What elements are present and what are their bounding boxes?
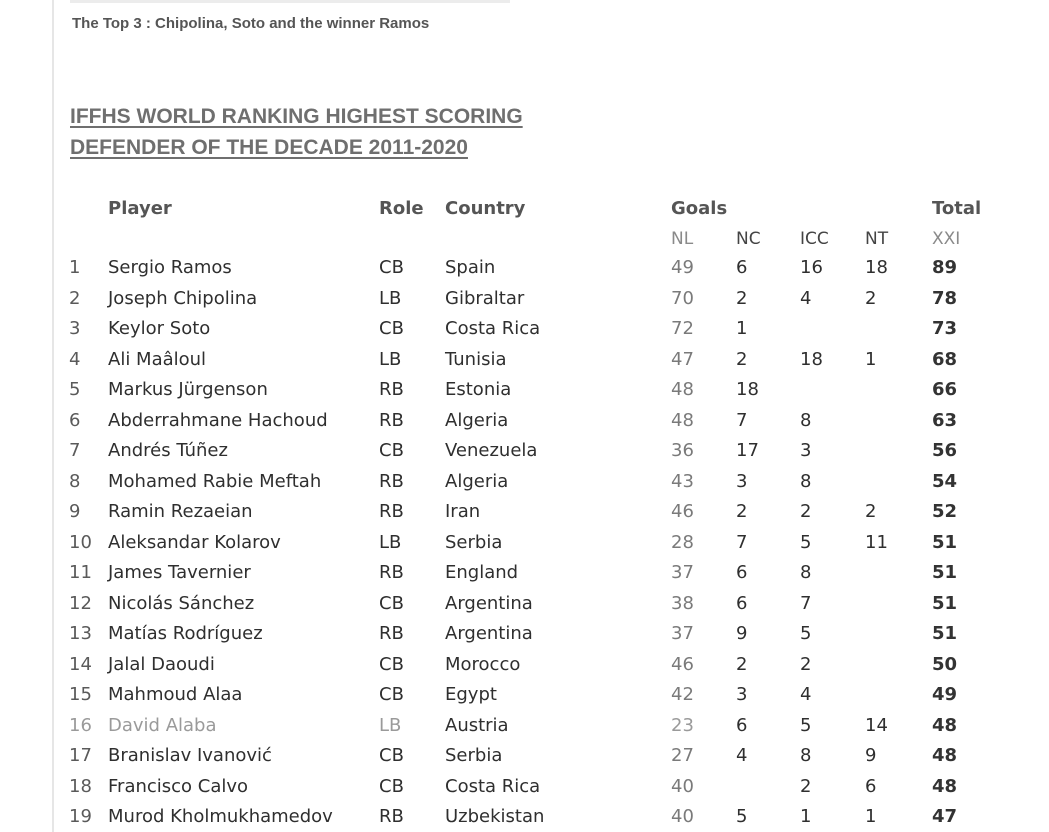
cell-nl: 40 (671, 806, 694, 827)
cell-nt: 2 (865, 288, 877, 309)
table-row (0, 680, 1049, 710)
cell-role: LB (379, 288, 402, 309)
cell-role: CB (379, 593, 404, 614)
cell-country: Venezuela (445, 440, 538, 461)
cell-icc: 2 (800, 501, 812, 522)
cell-role: CB (379, 654, 404, 675)
cell-country: Algeria (445, 471, 509, 492)
cell-nl: 48 (671, 379, 694, 400)
table-row (0, 314, 1049, 344)
cell-total: 52 (932, 501, 958, 522)
cell-total: 51 (932, 562, 958, 583)
cell-country: Costa Rica (445, 776, 541, 797)
cell-rank: 6 (69, 410, 81, 431)
cell-rank: 10 (69, 532, 92, 553)
cell-total: 54 (932, 471, 958, 492)
cell-country: Spain (445, 257, 496, 278)
cell-nt: 6 (865, 776, 877, 797)
table-row (0, 467, 1049, 497)
cell-player: Mahmoud Alaa (108, 684, 243, 705)
cell-nc: 1 (736, 318, 748, 339)
cell-country: Serbia (445, 532, 503, 553)
header-country: Country (445, 198, 526, 219)
cell-player: Branislav Ivanović (108, 745, 272, 766)
cell-rank: 5 (69, 379, 81, 400)
cell-player: Keylor Soto (108, 318, 211, 339)
cell-nc: 6 (736, 593, 748, 614)
table-row (0, 375, 1049, 405)
cell-nl: 40 (671, 776, 694, 797)
cell-nt: 9 (865, 745, 877, 766)
cell-rank: 16 (69, 715, 92, 736)
cell-country: Morocco (445, 654, 521, 675)
cell-country: Iran (445, 501, 481, 522)
cell-nl: 37 (671, 562, 694, 583)
cell-total: 78 (932, 288, 958, 309)
cell-role: CB (379, 257, 404, 278)
cell-country: Serbia (445, 745, 503, 766)
cell-rank: 14 (69, 654, 92, 675)
cell-role: CB (379, 776, 404, 797)
cell-nc: 4 (736, 745, 748, 766)
cell-nc: 6 (736, 562, 748, 583)
cell-nt: 18 (865, 257, 888, 278)
image-caption: The Top 3 : Chipolina, Soto and the winner Ramos (72, 15, 430, 32)
cell-total: 50 (932, 654, 958, 675)
cell-nl: 27 (671, 745, 694, 766)
cell-nc: 5 (736, 806, 748, 827)
cell-nt: 14 (865, 715, 888, 736)
cell-rank: 4 (69, 349, 81, 370)
table-row (0, 619, 1049, 649)
table-row (0, 650, 1049, 680)
cell-nt: 11 (865, 532, 888, 553)
cropped-image-edge (70, 0, 510, 3)
table-row (0, 406, 1049, 436)
ranking-heading-line-1: IFFHS WORLD RANKING HIGHEST SCORING (70, 105, 523, 128)
cell-rank: 13 (69, 623, 92, 644)
cell-nt: 2 (865, 501, 877, 522)
cell-total: 48 (932, 745, 958, 766)
cell-player: Nicolás Sánchez (108, 593, 255, 614)
cell-total: 47 (932, 806, 958, 827)
subheader-icc: ICC (800, 229, 829, 249)
cell-rank: 17 (69, 745, 92, 766)
cell-icc: 2 (800, 654, 812, 675)
cell-player: Aleksandar Kolarov (108, 532, 281, 553)
subheader-nc: NC (736, 229, 761, 249)
cell-country: Estonia (445, 379, 512, 400)
cell-role: RB (379, 379, 404, 400)
cell-nl: 48 (671, 410, 694, 431)
cell-nl: 49 (671, 257, 694, 278)
cell-role: CB (379, 440, 404, 461)
cell-nc: 17 (736, 440, 759, 461)
cell-nl: 46 (671, 654, 694, 675)
cell-role: RB (379, 410, 404, 431)
cell-player: Francisco Calvo (108, 776, 249, 797)
cell-total: 51 (932, 532, 958, 553)
cell-rank: 12 (69, 593, 92, 614)
table-row (0, 558, 1049, 588)
cell-rank: 1 (69, 257, 81, 278)
cell-icc: 8 (800, 410, 812, 431)
header-goals: Goals (671, 198, 728, 219)
cell-nc: 7 (736, 532, 748, 553)
cell-role: RB (379, 623, 404, 644)
cell-player: Matías Rodríguez (108, 623, 263, 644)
cell-nl: 72 (671, 318, 694, 339)
cell-role: CB (379, 318, 404, 339)
table-row (0, 711, 1049, 741)
cell-rank: 11 (69, 562, 92, 583)
cell-nc: 2 (736, 654, 748, 675)
cell-player: Ramin Rezaeian (108, 501, 253, 522)
cell-rank: 9 (69, 501, 81, 522)
cell-icc: 4 (800, 288, 812, 309)
cell-country: Gibraltar (445, 288, 525, 309)
cell-player: Sergio Ramos (108, 257, 232, 278)
cell-country: Argentina (445, 623, 533, 644)
cell-player: Joseph Chipolina (108, 288, 258, 309)
ranking-heading-line-2: DEFENDER OF THE DECADE 2011-2020 (70, 136, 468, 159)
ranking-heading (70, 101, 523, 163)
cell-player: David Alaba (108, 715, 217, 736)
header-player: Player (108, 198, 172, 219)
table-row (0, 741, 1049, 771)
cell-country: Costa Rica (445, 318, 541, 339)
cell-country: Tunisia (445, 349, 507, 370)
cell-total: 89 (932, 257, 958, 278)
cell-nc: 6 (736, 257, 748, 278)
table-row (0, 772, 1049, 802)
cell-nl: 23 (671, 715, 694, 736)
cell-country: Egypt (445, 684, 497, 705)
table-row (0, 528, 1049, 558)
cell-nl: 42 (671, 684, 694, 705)
cell-nl: 38 (671, 593, 694, 614)
cell-player: Murod Kholmukhamedov (108, 806, 333, 827)
cell-player: Ali Maâloul (108, 349, 207, 370)
cell-nl: 28 (671, 532, 694, 553)
cell-player: Markus Jürgenson (108, 379, 268, 400)
cell-nc: 7 (736, 410, 748, 431)
cell-role: CB (379, 684, 404, 705)
cell-player: James Tavernier (108, 562, 251, 583)
cell-icc: 8 (800, 745, 812, 766)
table-row (0, 802, 1049, 832)
cell-role: RB (379, 806, 404, 827)
cell-role: CB (379, 745, 404, 766)
cell-total: 51 (932, 623, 958, 644)
cell-country: Austria (445, 715, 509, 736)
cell-rank: 8 (69, 471, 81, 492)
cell-nc: 3 (736, 471, 748, 492)
cell-total: 56 (932, 440, 958, 461)
cell-nt: 1 (865, 806, 877, 827)
cell-icc: 5 (800, 715, 812, 736)
cell-nl: 36 (671, 440, 694, 461)
table-row (0, 436, 1049, 466)
table-row (0, 284, 1049, 314)
cell-total: 48 (932, 715, 958, 736)
cell-total: 49 (932, 684, 958, 705)
cell-role: LB (379, 349, 402, 370)
cell-icc: 16 (800, 257, 823, 278)
table-row (0, 589, 1049, 619)
cell-rank: 15 (69, 684, 92, 705)
cell-icc: 5 (800, 532, 812, 553)
table-row (0, 253, 1049, 283)
cell-nc: 2 (736, 288, 748, 309)
cell-nc: 3 (736, 684, 748, 705)
cell-player: Andrés Túñez (108, 440, 228, 461)
cell-nc: 2 (736, 501, 748, 522)
cell-rank: 3 (69, 318, 81, 339)
cell-nc: 18 (736, 379, 759, 400)
cell-icc: 1 (800, 806, 812, 827)
cell-nl: 46 (671, 501, 694, 522)
cell-rank: 7 (69, 440, 81, 461)
cell-nc: 2 (736, 349, 748, 370)
cell-player: Jalal Daoudi (108, 654, 215, 675)
cell-total: 63 (932, 410, 958, 431)
table-row (0, 345, 1049, 375)
cell-icc: 8 (800, 471, 812, 492)
cell-nt: 1 (865, 349, 877, 370)
cell-country: Algeria (445, 410, 509, 431)
cell-role: LB (379, 532, 402, 553)
cell-country: England (445, 562, 519, 583)
cell-rank: 2 (69, 288, 81, 309)
cell-icc: 8 (800, 562, 812, 583)
cell-total: 73 (932, 318, 958, 339)
cell-country: Uzbekistan (445, 806, 545, 827)
subheader-nl: NL (671, 229, 694, 249)
header-role: Role (379, 198, 424, 219)
cell-nl: 47 (671, 349, 694, 370)
cell-country: Argentina (445, 593, 533, 614)
cell-role: RB (379, 562, 404, 583)
cell-total: 68 (932, 349, 958, 370)
cell-role: LB (379, 715, 402, 736)
cell-player: Mohamed Rabie Meftah (108, 471, 322, 492)
cell-rank: 18 (69, 776, 92, 797)
cell-icc: 7 (800, 593, 812, 614)
cell-nl: 43 (671, 471, 694, 492)
header-total: Total (932, 198, 982, 219)
subheader-xxi: XXI (932, 229, 961, 249)
cell-icc: 4 (800, 684, 812, 705)
cell-total: 66 (932, 379, 958, 400)
cell-nc: 9 (736, 623, 748, 644)
cell-icc: 2 (800, 776, 812, 797)
subheader-nt: NT (865, 229, 889, 249)
table-row (0, 497, 1049, 527)
cell-icc: 5 (800, 623, 812, 644)
cell-total: 48 (932, 776, 958, 797)
cell-total: 51 (932, 593, 958, 614)
cell-nl: 37 (671, 623, 694, 644)
cell-icc: 3 (800, 440, 812, 461)
cell-role: RB (379, 471, 404, 492)
cell-rank: 19 (69, 806, 92, 827)
cell-player: Abderrahmane Hachoud (108, 410, 328, 431)
cell-nl: 70 (671, 288, 694, 309)
cell-icc: 18 (800, 349, 823, 370)
cell-nc: 6 (736, 715, 748, 736)
cell-role: RB (379, 501, 404, 522)
